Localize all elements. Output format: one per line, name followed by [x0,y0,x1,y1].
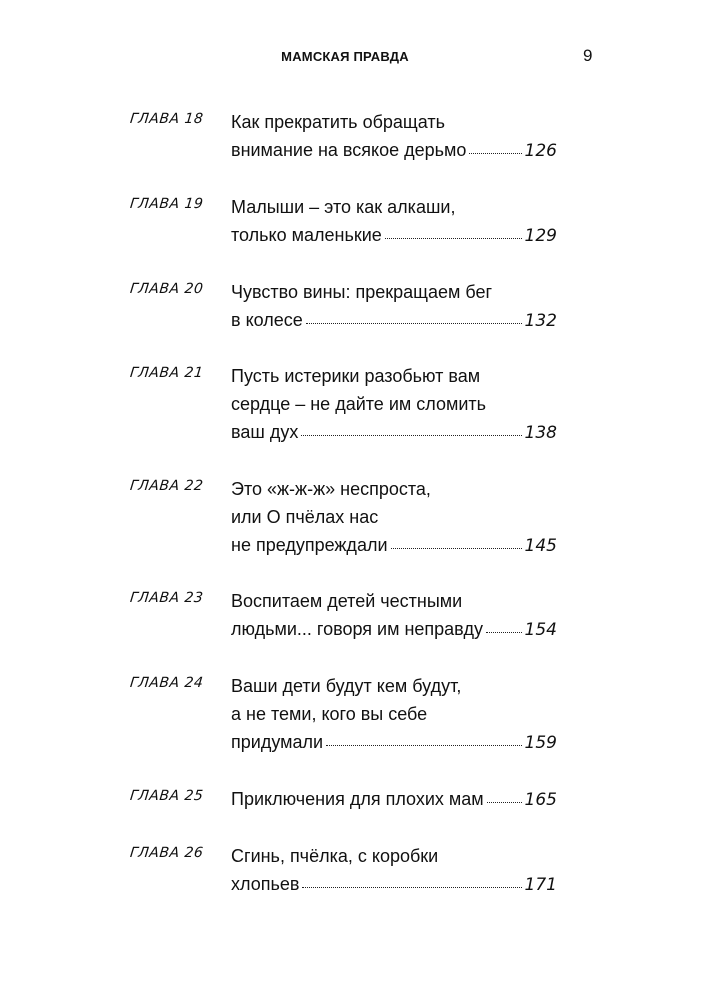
page-reference: 145 [524,536,557,556]
page-reference: 132 [524,311,557,331]
chapter-label: ГЛАВА 24 [129,675,205,691]
dot-leader [301,434,521,436]
title-line: Сгинь, пчёлка, с коробки [231,846,439,866]
chapter-label: ГЛАВА 22 [129,478,205,494]
chapter-label: ГЛАВА 21 [129,365,205,381]
chapter-label: ГЛАВА 26 [129,845,205,861]
dot-leader [302,886,521,888]
title-line: а не теми, кого вы себе [231,704,428,724]
dot-leader [326,744,521,746]
title-line: сердце – не дайте им сломить [231,394,487,414]
title-line: Воспитаем детей честными [231,591,463,611]
title-line: только маленькие [231,225,382,245]
page-header [0,46,725,70]
dot-leader [487,801,522,803]
entry-title [231,842,557,898]
page-reference: 165 [524,790,557,810]
title-line: хлопьев [231,874,300,894]
title-line: в колесе [231,310,303,330]
entry-title [231,278,557,334]
entry-title [231,672,557,756]
page-reference: 159 [524,733,557,753]
title-line: людьми... говоря им неправду [231,619,484,639]
page-reference: 126 [524,141,557,161]
title-line: внимание на всякое дерьмо [231,140,467,160]
dot-leader [469,152,521,154]
entry-title [231,785,557,813]
page-reference: 171 [524,875,557,895]
title-line: Малыши – это как алкаши, [231,197,456,217]
running-head-title: МАМСКАЯ ПРАВДА [281,49,409,64]
title-line: ваш дух [231,422,299,442]
title-line: Приключения для плохих мам [231,789,484,809]
title-line: или О пчёлах нас [231,507,379,527]
title-line: Пусть истерики разобьют вам [231,366,481,386]
page-number: 9 [583,46,593,65]
entry-title [231,193,557,249]
page-reference: 138 [524,423,557,443]
page-reference: 129 [524,226,557,246]
chapter-label: ГЛАВА 19 [129,196,205,212]
chapter-label: ГЛАВА 25 [129,788,205,804]
title-line: Это «ж-ж-ж» неспроста, [231,479,431,499]
entry-title [231,475,557,559]
chapter-label: ГЛАВА 18 [129,111,205,127]
entry-title [231,108,557,164]
title-line: не предупреждали [231,535,388,555]
entry-title [231,587,557,643]
title-line: придумали [231,732,324,752]
title-line: Ваши дети будут кем будут, [231,676,462,696]
dot-leader [486,631,522,633]
page-reference: 154 [524,620,557,640]
title-line: Чувство вины: прекращаем бег [231,282,493,302]
dot-leader [306,322,522,324]
dot-leader [385,237,522,239]
entry-title [231,362,557,446]
title-line: Как прекратить обращать [231,112,445,132]
chapter-label: ГЛАВА 20 [129,281,205,297]
chapter-label: ГЛАВА 23 [129,590,205,606]
dot-leader [391,547,522,549]
